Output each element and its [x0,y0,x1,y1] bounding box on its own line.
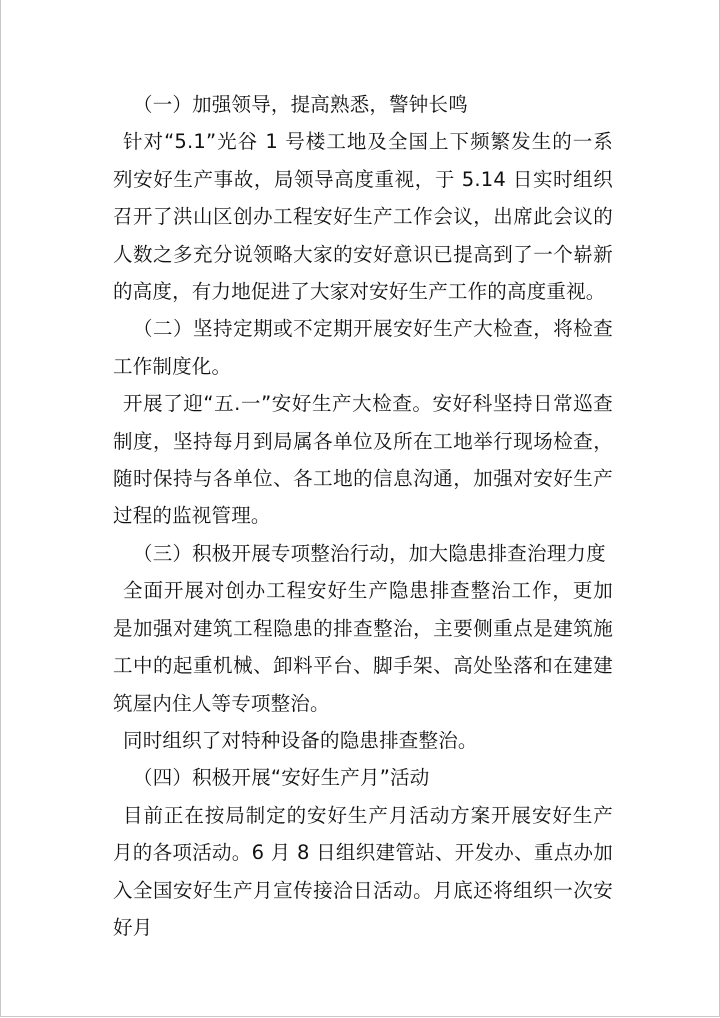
body-paragraph-1: 针对“5.1”光谷 1 号楼工地及全国上下频繁发生的一系列安好生产事故，局领导高度重视，于 5.14 日实时组织召开了洪山区创办工程安好生产工作会议，出席此会议的人数之多充分说领略大家的安好意识已提高到了一个崭新的高度，有力地促进了大家对安好生产工作的高度重视。 [113,130,613,304]
body-paragraph-5: 目前正在按局制定的安好生产月活动方案开展安好生产月的各项活动。6 月 8 日组织建管站、开发办、重点办加入全国安好生产月宣传接洽日活动。月底还将组织一次安好月 [113,803,613,939]
body-paragraph-4: 同时组织了对特种设备的隐患排查整治。 [123,728,478,752]
section-heading-3: （三）积极开展专项整治行动，加大隐患排查治理力度 [133,541,606,565]
section-heading-2: （二）坚持定期或不定期开展安好生产大检查，将检查工作制度化。 [113,317,613,378]
body-paragraph-3: 全面开展对创办工程安好生产隐患排查整治工作，更加是加强对建筑工程隐患的排查整治，主要侧重点是建筑施工中的起重机械、卸料平台、脚手架、高处坠落和在建建筑屋内住人等专项整治。 [113,579,613,715]
body-paragraph-2: 开展了迎“五.一”安好生产大检查。安好科坚持日常巡查制度，坚持每月到局属各单位及所在工地举行现场检查，随时保持与各单位、各工地的信息沟通，加强对安好生产过程的监视管理。 [113,392,613,528]
document-body [113,86,613,946]
section-heading-4: （四）积极开展“安好生产月”活动 [133,766,430,790]
section-heading-1: （一）加强领导，提高熟悉，警钟长鸣 [133,93,468,116]
